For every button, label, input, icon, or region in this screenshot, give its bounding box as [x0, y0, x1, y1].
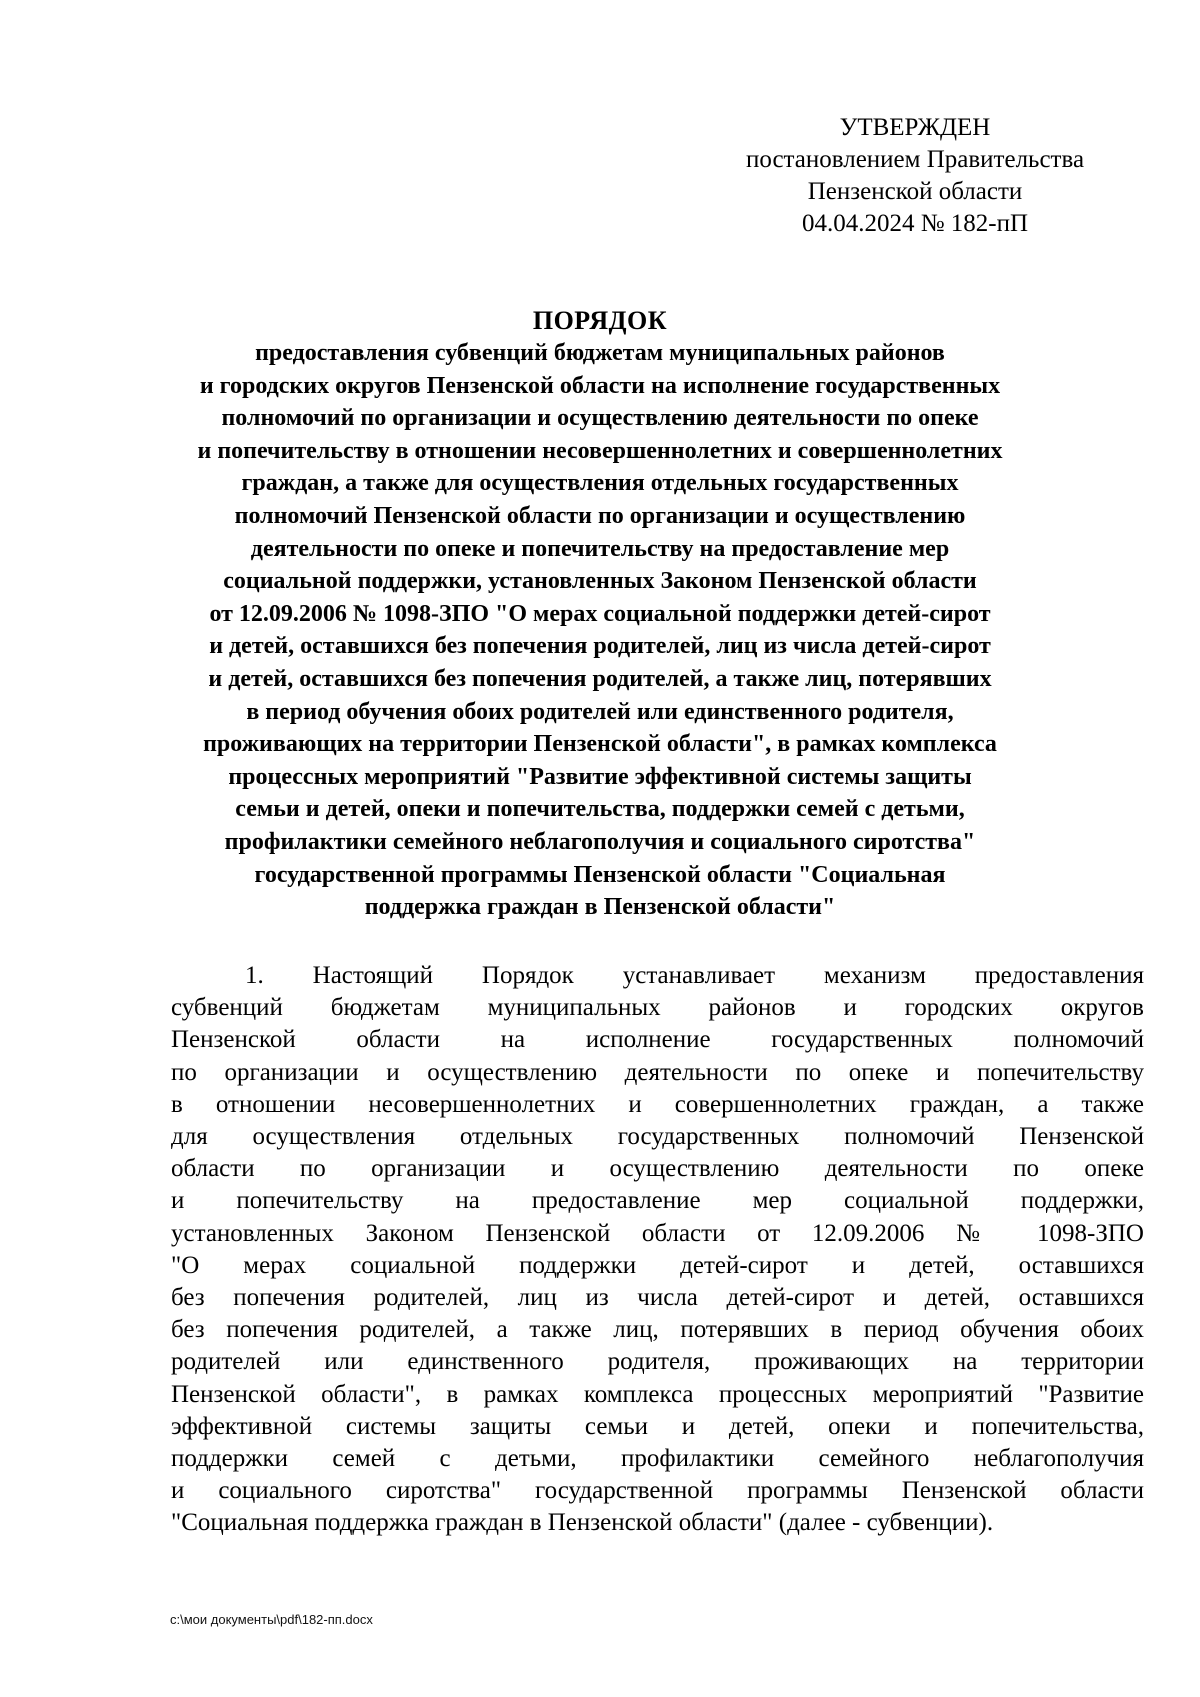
footer-file-path: c:\мои документы\pdf\182-пп.docx: [170, 1612, 373, 1627]
body-line: установленных Законом Пензенской области от 12.09.2006 № 1098-ЗПО: [171, 1219, 1144, 1247]
title-line: профилактики семейного неблагополучия и социального сиротства": [224, 828, 976, 855]
document-title-block: [150, 305, 1050, 924]
title-line: государственной программы Пензенской области "Социальная: [254, 861, 946, 888]
body-line: области по организации и осуществлению деятельности по опеке: [171, 1155, 1144, 1183]
title-line: и детей, оставшихся без попечения родителей, а также лиц, потерявших: [208, 665, 992, 692]
title-line: предоставления субвенций бюджетам муниципальных районов: [255, 340, 945, 366]
body-line: без попечения родителей, а также лиц, потерявших в период обучения обоих: [171, 1316, 1144, 1344]
body-line: 1. Настоящий Порядок устанавливает механизм предоставления: [245, 962, 1144, 989]
title-line: в период обучения обоих родителей или единственного родителя,: [246, 698, 954, 725]
body-line: поддержки семей с детьми, профилактики семейного неблагополучия: [171, 1445, 1144, 1473]
body-line: Пензенской области", в рамках комплекса процессных мероприятий "Развитие: [171, 1380, 1144, 1408]
title-line: семьи и детей, опеки и попечительства, поддержки семей с детьми,: [235, 796, 965, 823]
approval-region: Пензенской области: [807, 178, 1023, 205]
paragraph-1: [171, 960, 1144, 1540]
title-line: деятельности по опеке и попечительству на предоставление мер: [250, 535, 950, 562]
body-line: для осуществления отдельных государственных полномочий Пензенской: [171, 1123, 1144, 1151]
body-line: "О мерах социальной поддержки детей-сирот и детей, оставшихся: [171, 1251, 1144, 1279]
title-line: и городских округов Пензенской области на исполнение государственных: [199, 372, 1001, 399]
title-line: социальной поддержки, установленных Законом Пензенской области: [223, 568, 977, 595]
title-line: граждан, а также для осуществления отдельных государственных: [241, 470, 959, 497]
title-line: поддержка граждан в Пензенской области": [364, 894, 836, 921]
body-line: и социального сиротства" государственной программы Пензенской области: [171, 1477, 1144, 1505]
title-line: проживающих на территории Пензенской области", в рамках комплекса: [203, 731, 997, 758]
body-line: эффективной системы защиты семьи и детей, опеки и попечительства,: [171, 1412, 1144, 1440]
body-line: по организации и осуществлению деятельности по опеке и попечительству: [171, 1058, 1144, 1086]
body-line: и попечительству на предоставление мер социальной поддержки,: [171, 1187, 1144, 1215]
body-line: в отношении несовершеннолетних и совершеннолетних граждан, а также: [171, 1090, 1144, 1118]
approval-date-number: 04.04.2024 № 182-пП: [801, 210, 1029, 237]
title-line: и попечительству в отношении несовершеннолетних и совершеннолетних: [197, 437, 1003, 464]
body-line: Пензенской области на исполнение государственных полномочий: [171, 1026, 1144, 1054]
title-line: полномочий Пензенской области по организации и осуществлению: [234, 502, 966, 529]
body-line: субвенций бюджетам муниципальных районов и городских округов: [171, 994, 1144, 1022]
document-heading: ПОРЯДОК: [532, 306, 668, 335]
approval-authority: постановлением Правительства: [745, 146, 1085, 173]
approval-word: УТВЕРЖДЕН: [839, 114, 991, 141]
title-line: полномочий по организации и осуществлению деятельности по опеке: [221, 405, 979, 432]
approval-stamp-block: [720, 112, 1110, 240]
body-line: родителей или единственного родителя, проживающих на территории: [171, 1348, 1144, 1376]
body-line: без попечения родителей, лиц из числа детей-сирот и детей, оставшихся: [171, 1284, 1144, 1312]
title-line: и детей, оставшихся без попечения родителей, лиц из числа детей-сирот: [209, 633, 991, 660]
body-line: "Социальная поддержка граждан в Пензенской области" (далее - субвенции).: [171, 1509, 994, 1537]
title-line: от 12.09.2006 № 1098-ЗПО "О мерах социальной поддержки детей-сирот: [209, 600, 991, 627]
title-line: процессных мероприятий "Развитие эффективной системы защиты: [228, 763, 972, 790]
